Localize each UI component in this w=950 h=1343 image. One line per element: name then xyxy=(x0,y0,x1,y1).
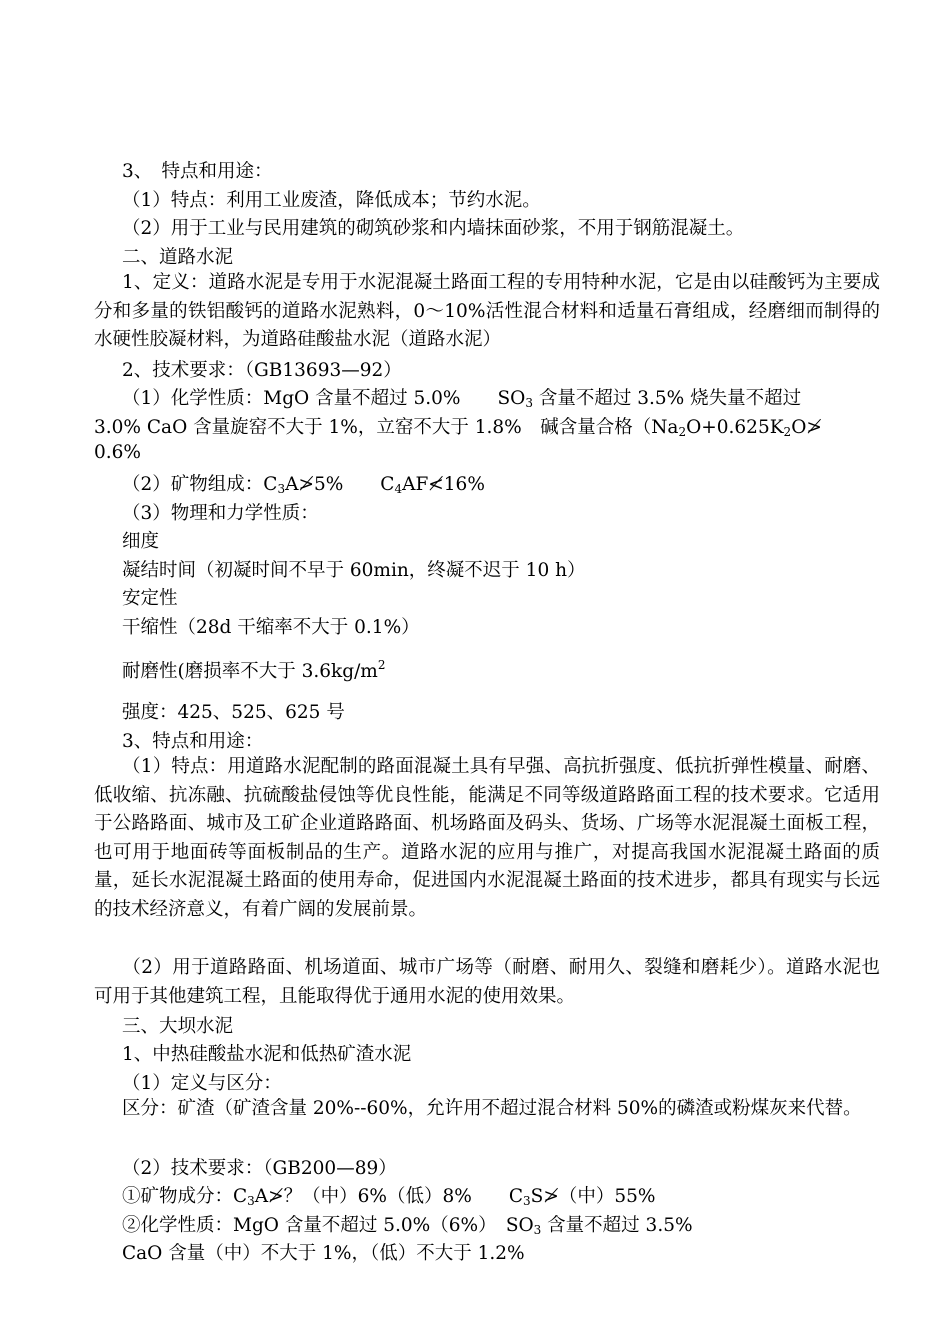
chemical-properties-line: ②化学性质：MgO 含量不超过 5.0%（6%） $SO_3$ 含量不超过 3.5% xyxy=(122,1215,693,1237)
text-line: （2）用于工业与民用建筑的砌筑砂浆和内墙抹面砂浆，不用于钢筋混凝土。 xyxy=(122,218,745,239)
text-line: （2）技术要求：（GB200—89） xyxy=(122,1158,397,1179)
text-line: 2、技术要求：（GB13693—92） xyxy=(122,360,402,381)
wear-resistance-line: 耐磨性(磨损率不大于 $3.6kg/m^2$ xyxy=(122,658,386,682)
section-heading: 3、 特点和用途： xyxy=(122,161,273,182)
text-line: 细度 xyxy=(122,531,160,552)
text-line: 强度：425、525、625 号 xyxy=(122,702,345,723)
text-line: 安定性 xyxy=(122,588,178,609)
section-heading: 三、大坝水泥 xyxy=(122,1016,234,1037)
mineral-components-line: ①矿物成分：$C_3A≯$？（中）6%（低）8% $C_3S≯$（中）55% xyxy=(122,1186,656,1208)
text-line: （1）定义与区分： xyxy=(122,1073,282,1094)
section-heading: 3、特点和用途： xyxy=(122,731,264,752)
section-heading: 二、道路水泥 xyxy=(122,247,234,268)
text-line: （3）物理和力学性质： xyxy=(122,503,319,524)
text-line: 0.6% xyxy=(94,442,141,463)
text-line: 1、中热硅酸盐水泥和低热矿渣水泥 xyxy=(122,1044,412,1065)
paragraph-definition: 1、定义：道路水泥是专用于水泥混凝土路面工程的专用特种水泥，它是由以硅酸钙为主要成分和多量的铁铝酸钙的道路水泥熟料，0～10%活性混合材料和适量石膏组成，经磨细而制得的水硬性胶凝材料，为道路硅酸盐水泥（道路水泥） xyxy=(94,272,880,351)
mineral-composition-line: （2）矿物组成：$C_3A≯5\%$ $C_4AF≮16\%$ xyxy=(122,474,485,496)
text-line: 凝结时间（初凝时间不早于 60min，终凝不迟于 10 h） xyxy=(122,560,586,581)
paragraph-uses: （2）用于道路路面、机场道面、城市广场等（耐磨、耐用久、裂缝和磨耗少）。道路水泥也可用于其他建筑工程，且能取得优于通用水泥的使用效果。 xyxy=(94,957,880,1007)
paragraph-features: （1）特点：用道路水泥配制的路面混凝土具有早强、高抗折强度、低抗折弹性模量、耐磨、低收缩、抗冻融、抗硫酸盐侵蚀等优良性能，能满足不同等级道路路面工程的技术要求。它适用于公路路面、城市及工矿企业道路路面、机场路面及码头、货场、广场等水泥混凝土面板工程，也可用于地面砖等面板制品的生产。道路水泥的应用与推广，对提高我国水泥混凝土路面的质量，延长水泥混凝土路面的使用寿命，促进国内水泥混凝土路面的技术进步，都具有现实与长远的技术经济意义，有着广阔的发展前景。 xyxy=(94,756,880,920)
chemical-properties-line: 3.0% CaO 含量旋窑不大于 1%，立窑不大于 1.8% 碱含量合格（$Na_2O+0.625K_2O≯$ xyxy=(94,417,822,439)
paragraph-distinction: 区分：矿渣（矿渣含量 20%--60%，允许用不超过混合材料 50%的磷渣或粉煤灰来代替。 xyxy=(122,1098,862,1119)
chemical-properties-line: （1）化学性质：MgO 含量不超过 5.0% $SO_3$ 含量不超过 3.5% 烧失量不超过 xyxy=(122,388,802,410)
text-line: 干缩性（28d 干缩率不大于 0.1%） xyxy=(122,617,420,638)
text-line: （1）特点：利用工业废渣，降低成本；节约水泥。 xyxy=(122,190,541,211)
text-line: CaO 含量（中）不大于 1%，（低）不大于 1.2% xyxy=(122,1243,525,1264)
